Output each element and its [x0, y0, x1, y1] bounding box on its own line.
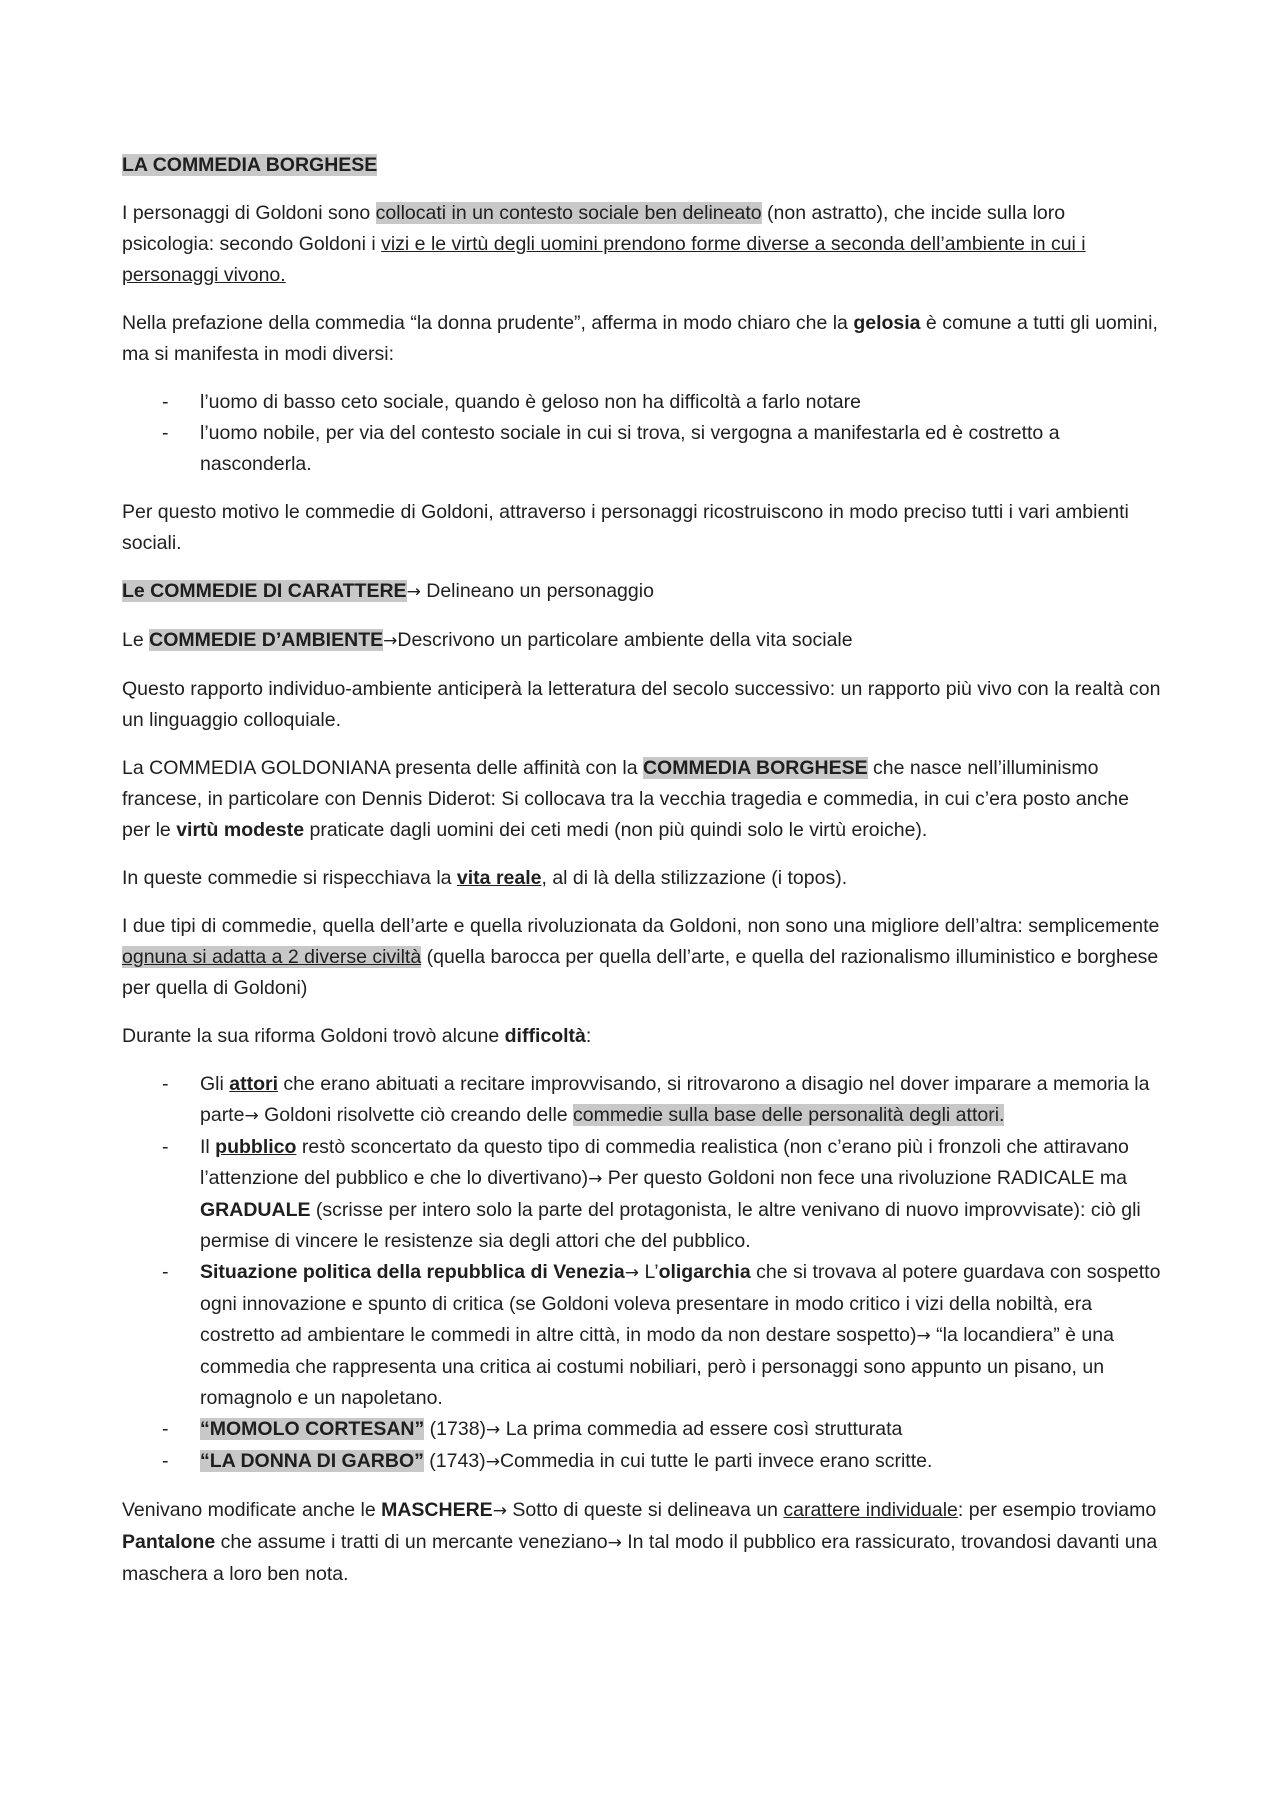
text-run: praticate dagli uomini dei ceti medi (non più quindi solo le virtù eroiche).	[304, 819, 928, 841]
text-run: restò sconcertato da questo tipo di commedia realistica (non c’erano più i fronzoli che attiravano l’attenzione del pubblico e che lo divertivano)	[200, 1136, 1129, 1189]
paragraph-1	[122, 198, 1162, 291]
highlighted-underlined-text: ognuna si adatta a 2 diverse civiltà	[122, 946, 422, 968]
arrow-right-icon: →	[916, 1326, 931, 1346]
text-run: Delineano un personaggio	[420, 580, 654, 602]
paragraph-11	[122, 1495, 1162, 1590]
underlined-text: vizi e le virtù degli uomini prendono forme diverse a seconda dell’ambiente in cui i personaggi vivono.	[122, 233, 1086, 286]
dash-bullet: -	[162, 391, 169, 413]
arrow-right-icon: →	[486, 1420, 501, 1440]
list-item	[122, 1132, 1162, 1257]
highlighted-bold-text: Le COMMEDIE DI CARATTERE	[122, 580, 407, 602]
text-run: “la locandiera” è una commedia che rappresenta una critica ai costumi nobiliari, però i personaggi sono appunto un pisano, un romagnolo e un napoletano.	[200, 1324, 1114, 1409]
text-run: Nella prefazione della commedia “la donna prudente”, afferma in modo chiaro che la	[122, 312, 854, 334]
underlined-text: carattere individuale	[783, 1499, 958, 1521]
arrow-right-icon: →	[244, 1106, 259, 1126]
list-jealousy	[122, 387, 1162, 480]
text-run: Il	[200, 1136, 216, 1158]
text-run: che nasce nell’illuminismo francese, in particolare con Dennis Diderot: Si collocava tra la vecchia tragedia e commedia, in cui c’era posto anche per le	[122, 757, 1129, 841]
bold-text: difficoltà	[504, 1025, 586, 1047]
highlighted-text: collocati in un contesto sociale ben delineato	[375, 202, 762, 224]
text-run: , al di là della stilizzazione (i topos).	[541, 867, 848, 889]
text-run: Sotto di queste si delineava un	[506, 1499, 784, 1521]
text-run: : per esempio troviamo	[957, 1499, 1157, 1521]
bold-text: MASCHERE	[381, 1499, 493, 1521]
text-run: (non astratto), che incide sulla loro psicologia: secondo Goldoni i	[122, 202, 1066, 255]
highlighted-bold-text: “LA DONNA DI GARBO”	[200, 1450, 424, 1472]
text-run: La COMMEDIA GOLDONIANA presenta delle affinità con la	[122, 757, 643, 779]
dash-bullet: -	[162, 1450, 169, 1472]
arrow-right-icon: →	[485, 1452, 500, 1472]
text-run: Le	[122, 629, 150, 651]
text-run: Goldoni risolvette ciò creando delle	[258, 1104, 574, 1126]
text-run: che assume i tratti di un mercante veneziano	[215, 1531, 608, 1553]
bold-underlined-text: attori	[229, 1073, 278, 1095]
arrow-right-icon: →	[492, 1501, 507, 1521]
text-run: è comune a tutti gli uomini, ma si manifesta in modi diversi:	[122, 312, 1158, 365]
document-body	[122, 150, 1162, 1607]
text-run: Commedia in cui tutte le parti invece erano scritte.	[499, 1450, 933, 1472]
paragraph-3: Per questo motivo le commedie di Goldoni, attraverso i personaggi ricostruiscono in modo preciso tutti i vari ambienti sociali.	[122, 501, 1129, 554]
arrow-right-icon: →	[624, 1263, 640, 1283]
text-run: (quella barocca per quella dell’arte, e quella del razionalismo illuministico e borghese per quella di Goldoni)	[122, 946, 1159, 999]
text-run: L’	[639, 1261, 659, 1283]
list-difficulties	[122, 1069, 1162, 1478]
arrow-right-icon: →	[607, 1533, 622, 1553]
text-run: In tal modo il pubblico era rassicurato, trovandosi davanti una maschera a loro ben nota.	[122, 1531, 1158, 1585]
paragraph-2	[122, 308, 1162, 370]
dash-bullet: -	[162, 1261, 169, 1283]
bold-text: Situazione politica della repubblica di Venezia	[200, 1261, 625, 1283]
paragraph-6: Questo rapporto individuo-ambiente anticiperà la letteratura del secolo successivo: un rapporto più vivo con la realtà con un linguaggio colloquiale.	[122, 678, 1161, 731]
text-run: :	[585, 1025, 592, 1047]
list-item-text: l’uomo di basso ceto sociale, quando è geloso non ha difficoltà a farlo notare	[200, 391, 861, 413]
paragraph-9	[122, 911, 1162, 1004]
text-run: Gli	[200, 1073, 230, 1095]
dash-bullet: -	[162, 422, 169, 444]
text-run: Per questo Goldoni non fece una rivoluzione RADICALE ma	[602, 1167, 1127, 1189]
text-run: Descrivono un particolare ambiente della vita sociale	[397, 629, 853, 651]
arrow-right-icon: →	[588, 1169, 603, 1189]
paragraph-4	[122, 576, 1162, 608]
arrow-right-icon: →	[406, 582, 421, 602]
text-run: La prima commedia ad essere così strutturata	[500, 1418, 903, 1440]
text-run: che si trovava al potere guardava con sospetto ogni innovazione e spunto di critica (se Goldoni voleva presentare in modo critico i vizi della nobiltà, era costretto ad ambientare le commedi in altre città, in modo da non destare sospetto)	[200, 1261, 1161, 1346]
list-item	[122, 418, 1162, 480]
dash-bullet: -	[162, 1136, 169, 1158]
text-run: I due tipi di commedie, quella dell’arte e quella rivoluzionata da Goldoni, non sono una migliore dell’altra: semplicemente	[122, 915, 1160, 937]
text-run: Durante la sua riforma Goldoni trovò alcune	[122, 1025, 505, 1047]
dash-bullet: -	[162, 1418, 169, 1440]
list-item	[122, 1446, 1162, 1478]
bold-text: virtù modeste	[176, 819, 305, 841]
dash-bullet: -	[162, 1073, 169, 1095]
paragraph-10	[122, 1021, 1162, 1052]
paragraph-5	[122, 625, 1162, 657]
list-item	[122, 1069, 1162, 1132]
list-item-text: l’uomo nobile, per via del contesto sociale in cui si trova, si vergogna a manifestarla ed è costretto a nasconderla.	[200, 422, 1060, 475]
text-run: che erano abituati a recitare improvvisando, si ritrovarono a disagio nel dover imparare a memoria la parte	[200, 1073, 1150, 1126]
list-item	[122, 1257, 1162, 1414]
text-run: (1743)	[423, 1450, 486, 1472]
bold-underlined-text: pubblico	[215, 1136, 297, 1158]
bold-text: GRADUALE	[200, 1199, 311, 1221]
paragraph-8	[122, 863, 1162, 894]
highlighted-bold-text: “MOMOLO CORTESAN”	[200, 1418, 425, 1440]
text-run: In queste commedie si rispecchiava la	[122, 867, 457, 889]
text-run: I personaggi di Goldoni sono	[122, 202, 376, 224]
text-run: (1738)	[424, 1418, 487, 1440]
list-item	[122, 1414, 1162, 1446]
highlighted-text: commedie sulla base delle personalità degli attori.	[573, 1104, 1005, 1126]
text-run: Venivano modificate anche le	[122, 1499, 382, 1521]
paragraph-7	[122, 753, 1162, 846]
document-title	[122, 150, 1162, 181]
highlighted-bold-text: COMMEDIA BORGHESE	[642, 757, 868, 779]
arrow-right-icon: →	[383, 631, 398, 651]
bold-text: Pantalone	[122, 1531, 216, 1553]
title-text: LA COMMEDIA BORGHESE	[122, 154, 378, 176]
bold-text: oligarchia	[658, 1261, 751, 1283]
list-item	[122, 387, 1162, 418]
highlighted-bold-text: COMMEDIE D’AMBIENTE	[149, 629, 384, 651]
bold-text: gelosia	[853, 312, 921, 334]
bold-underlined-text: vita reale	[456, 867, 542, 889]
text-run: (scrisse per intero solo la parte del protagonista, le altre venivano di nuovo improvvisate): ciò gli permise di vincere le resistenze sia degli attori che del pubblico.	[200, 1199, 1141, 1252]
